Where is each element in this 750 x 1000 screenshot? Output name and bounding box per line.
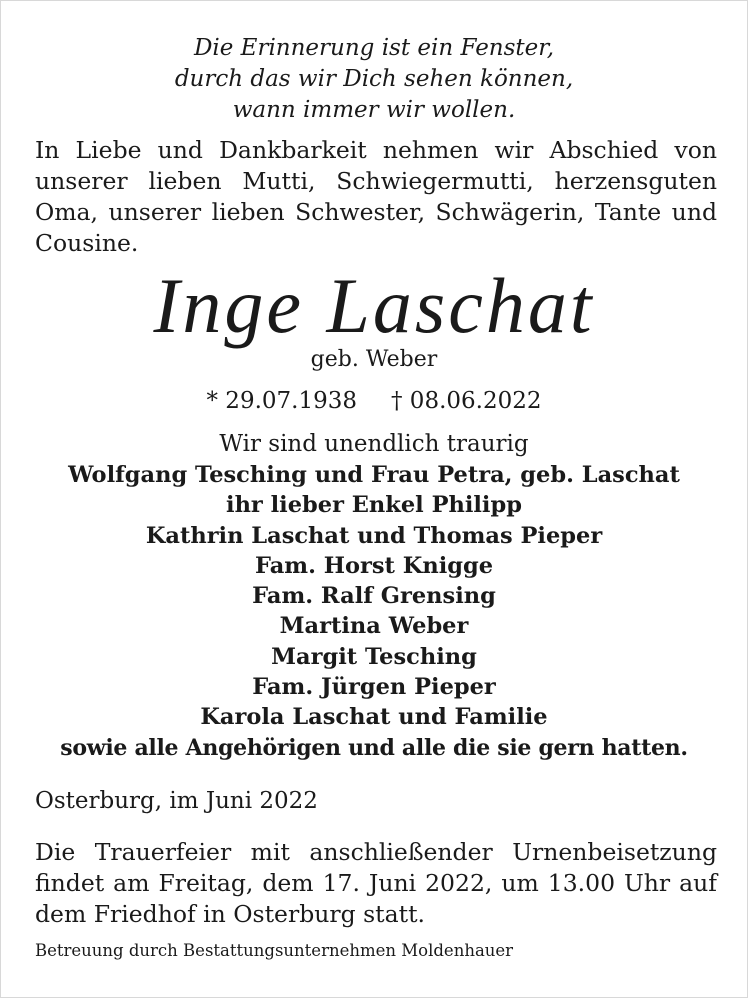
maiden-name: geb. Weber	[310, 347, 438, 372]
mourners-list	[1, 460, 747, 763]
mourning-statement: Wir sind unendlich traurig	[219, 431, 529, 457]
quote-line: Die Erinnerung ist ein Fenster,	[193, 35, 555, 61]
life-dates	[1, 385, 747, 417]
mourner-line: ihr lieber Enkel Philipp	[226, 492, 522, 519]
place-and-date: Osterburg, im Juni 2022	[35, 788, 318, 814]
mourner-line: Fam. Horst Knigge	[254, 552, 494, 579]
mourner-line: Kathrin Laschat und Thomas Pieper	[145, 522, 603, 549]
mourner-line: Wolfgang Tesching und Frau Petra, geb. Laschat	[68, 462, 680, 488]
mourner-line: Martina Weber	[279, 613, 469, 640]
quote-line: durch das wir Dich sehen können,	[174, 66, 574, 92]
farewell-text: In Liebe und Dankbarkeit nehmen wir Abschied von unserer lieben Mutti, Schwiegermutti, herzensguten Oma, unserer lieben Schwester, Schwägerin, Tante und Cousine.	[35, 136, 717, 257]
deceased-name: Inge Laschat	[153, 262, 595, 349]
mourner-line: Fam. Jürgen Pieper	[252, 674, 496, 701]
mourner-line: Karola Laschat und Familie	[200, 704, 548, 731]
funeral-service-info: Die Trauerfeier mit anschließender Urnenbeisetzung findet am Freitag, dem 17. Juni 2022, um 13.00 Uhr auf dem Friedhof in Osterburg statt.	[35, 838, 717, 928]
death-date: † 08.06.2022	[391, 388, 542, 414]
undertaker-credit: Betreuung durch Bestattungsunternehmen Moldenhauer	[35, 941, 514, 960]
quote-line: wann immer wir wollen.	[232, 97, 516, 123]
birth-date: * 29.07.1938	[206, 388, 357, 414]
mourner-line: sowie alle Angehörigen und alle die sie gern hatten.	[60, 734, 688, 761]
mourner-line: Margit Tesching	[271, 643, 477, 670]
mourner-line: Fam. Ralf Grensing	[252, 583, 496, 610]
memorial-quote	[1, 33, 747, 126]
